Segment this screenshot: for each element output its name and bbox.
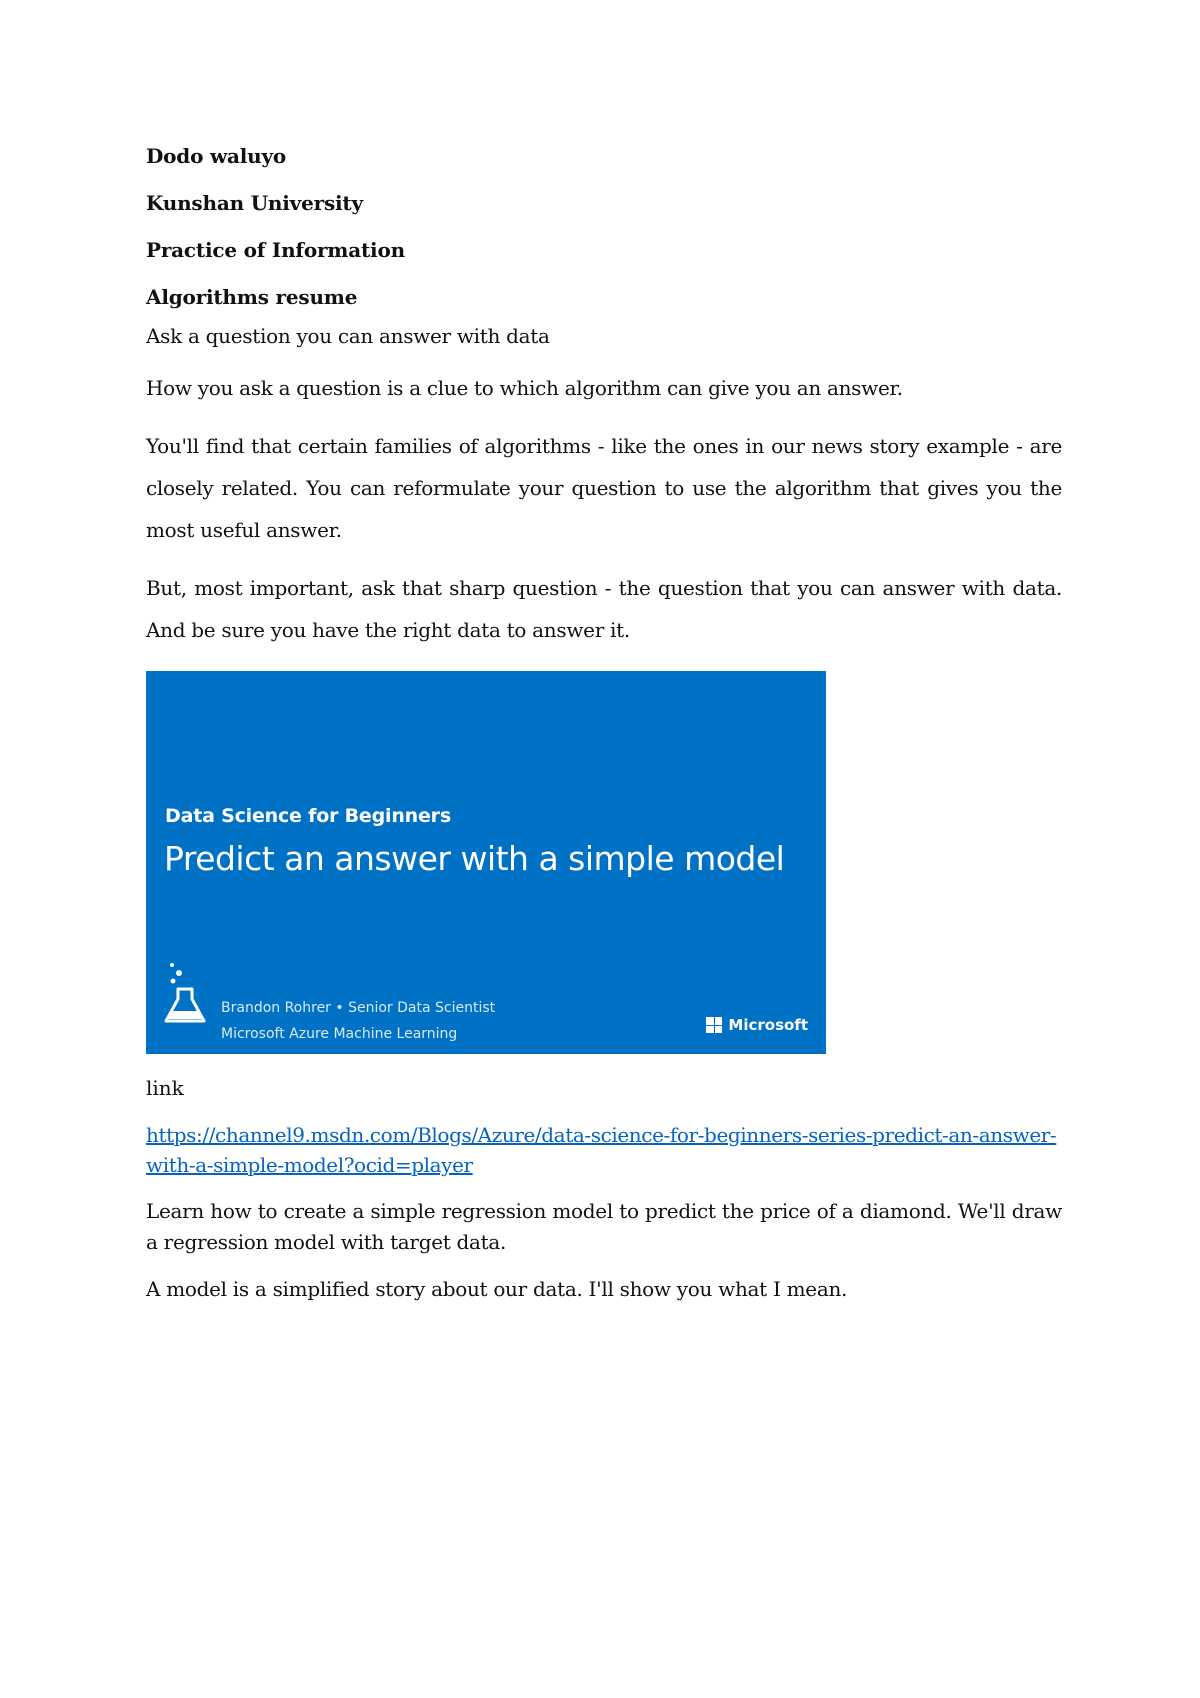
university-name: Kunshan University: [146, 191, 363, 215]
microsoft-squares-icon: [706, 1017, 722, 1033]
link-label: link: [146, 1076, 184, 1100]
paragraph-sharp-question: But, most important, ask that sharp question - the question that you can answer with data. And be sure you have the right data to answer it.: [146, 576, 1062, 642]
document-page: [146, 144, 1062, 1321]
paragraph-ask-question: Ask a question you can answer with data: [146, 324, 550, 348]
banner-series-title: Data Science for Beginners: [165, 805, 451, 827]
paragraph-algorithm-families: You'll find that certain families of algorithms - like the ones in our news story example - are closely related. You can reformulate your question to use the algorithm that gives you the most useful answer.: [146, 434, 1062, 542]
course-title: Practice of Information: [146, 238, 405, 262]
paragraph-model-story: A model is a simplified story about our data. I'll show you what I mean.: [146, 1277, 848, 1301]
banner-video-title: Predict an answer with a simple model: [164, 839, 785, 878]
paragraph-regression-model: Learn how to create a simple regression model to predict the price of a diamond. We'll draw a regression model with target data.: [146, 1199, 1062, 1254]
microsoft-brand-text: Microsoft: [728, 1016, 808, 1034]
flask-icon: [162, 959, 208, 1025]
author-name: Dodo waluyo: [146, 144, 287, 168]
banner-author-line: Brandon Rohrer • Senior Data Scientist: [221, 1000, 496, 1016]
microsoft-logo: [706, 1016, 808, 1034]
topic-title: Algorithms resume: [146, 285, 358, 309]
video-link[interactable]: https://channel9.msdn.com/Blogs/Azure/data-science-for-beginners-series-predict-an-answer-with-a-simple-model?ocid=player: [146, 1123, 1057, 1177]
paragraph-how-to-ask: How you ask a question is a clue to which algorithm can give you an answer.: [146, 376, 903, 400]
banner-org-line: Microsoft Azure Machine Learning: [221, 1026, 458, 1042]
video-thumbnail-banner: [146, 671, 826, 1054]
banner-credits: [221, 995, 495, 1047]
